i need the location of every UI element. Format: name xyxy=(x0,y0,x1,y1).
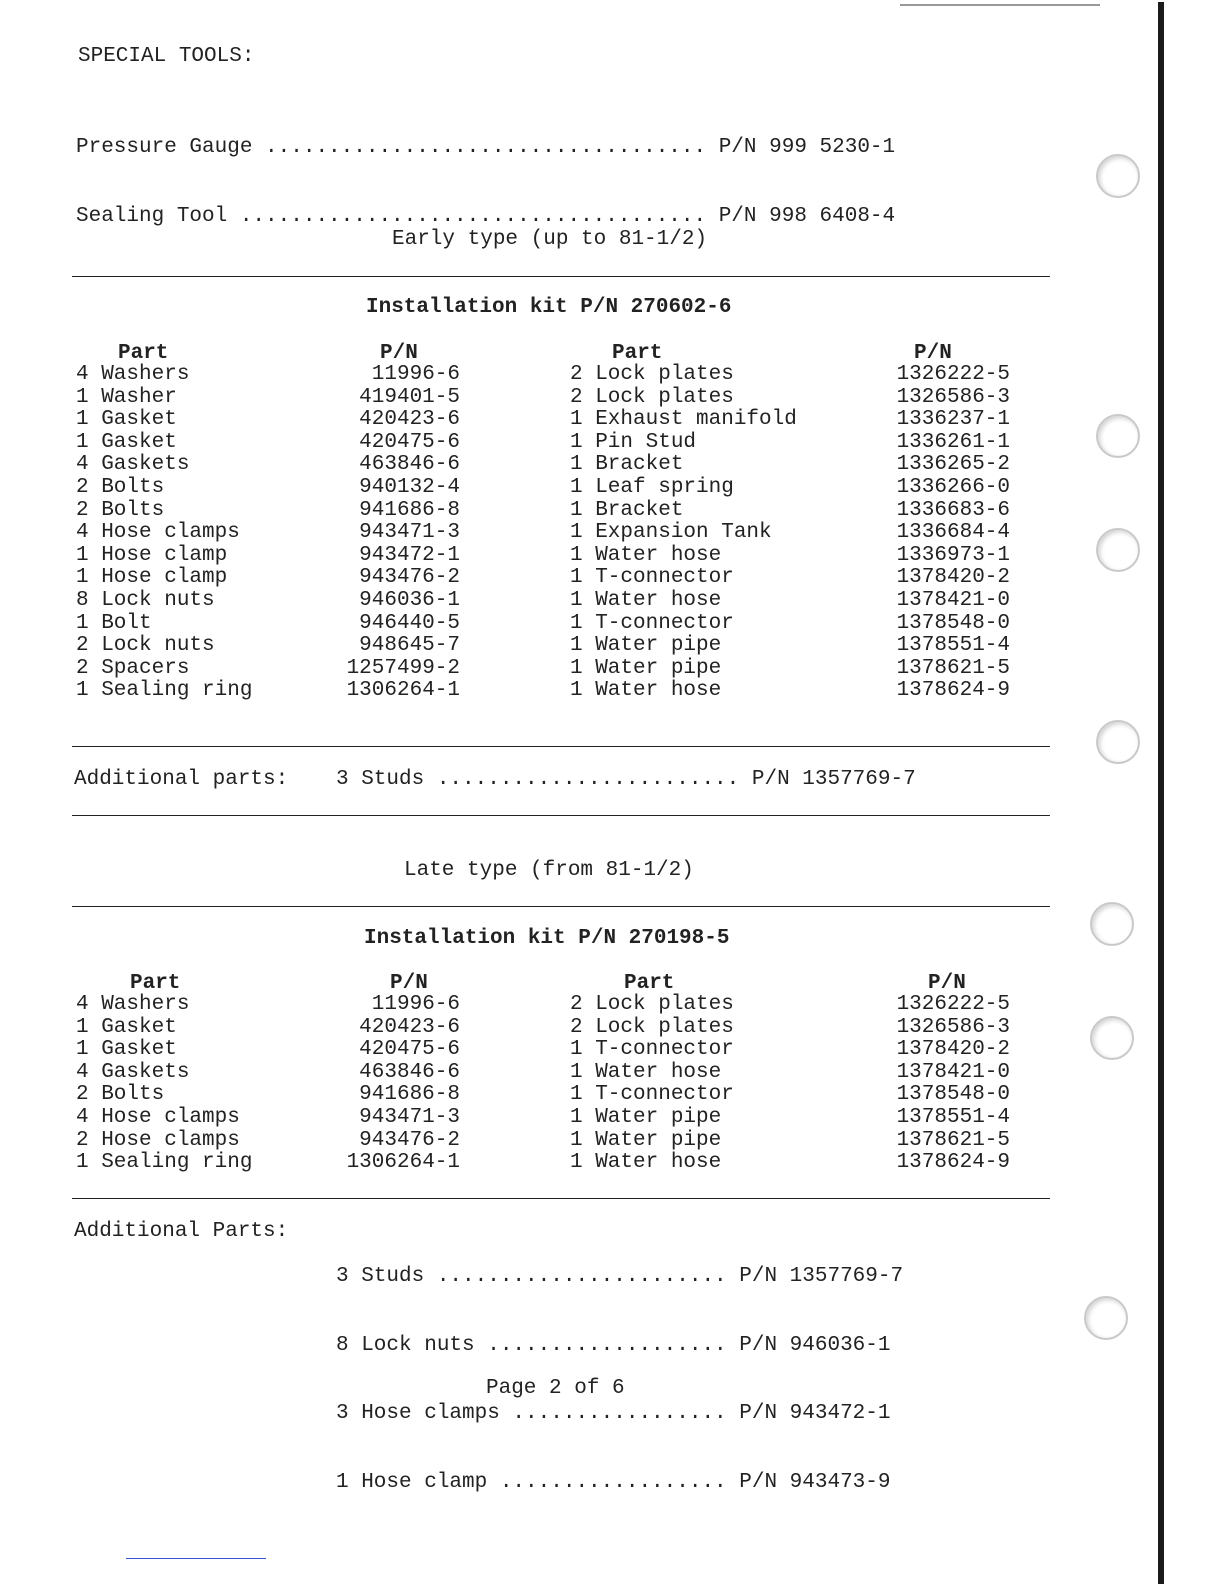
early-left-part-header: Part xyxy=(118,342,169,365)
pn-entry: 1378420-2 xyxy=(896,1038,1010,1062)
late-left-pns xyxy=(320,994,460,1175)
pn-entry: 1326222-5 xyxy=(896,993,1010,1016)
pn-entry: 941686-8 xyxy=(359,1083,460,1107)
part-entry: 1 Water hose xyxy=(570,588,722,612)
pn-entry: 1326586-3 xyxy=(896,385,1010,409)
pn-entry: 11996-6 xyxy=(371,993,460,1016)
pn-entry: 420475-6 xyxy=(359,1038,460,1062)
pn-entry: 1336261-1 xyxy=(896,430,1010,454)
divider xyxy=(72,815,1050,816)
pn-entry: 1336684-4 xyxy=(896,521,1010,545)
divider xyxy=(72,906,1050,907)
part-entry: 1 Sealing ring xyxy=(76,679,253,703)
pn-entry: 1336237-1 xyxy=(896,408,1010,432)
part-entry: 1 Bolt xyxy=(76,611,152,635)
part-entry: 1 Water hose xyxy=(570,1060,722,1084)
part-entry: 1 Exhaust manifold xyxy=(570,408,797,432)
part-entry: 4 Washers xyxy=(76,993,190,1016)
part-entry: 4 Washers xyxy=(76,363,190,386)
divider xyxy=(72,746,1050,747)
part-entry: 2 Hose clamps xyxy=(76,1128,240,1152)
early-right-pn-header: P/N xyxy=(914,342,952,365)
early-right-part-header: Part xyxy=(612,342,663,365)
pn-entry: 463846-6 xyxy=(359,453,460,477)
pn-entry: 943471-3 xyxy=(359,521,460,545)
pn-entry: 1306264-1 xyxy=(346,679,460,703)
pn-entry: 1336683-6 xyxy=(896,498,1010,522)
pn-entry: 946036-1 xyxy=(359,588,460,612)
early-right-pns xyxy=(860,364,1010,703)
part-entry: 1 Gasket xyxy=(76,430,177,454)
part-entry: 2 Bolts xyxy=(76,475,165,499)
part-entry: 1 Bracket xyxy=(570,453,684,477)
pn-entry: 1378624-9 xyxy=(896,1151,1010,1175)
late-right-pn-header: P/N xyxy=(928,972,966,995)
part-entry: 1 Gasket xyxy=(76,1038,177,1062)
part-entry: 2 Lock plates xyxy=(570,385,734,409)
late-left-part-header: Part xyxy=(130,972,181,995)
additional-part-line: 8 Lock nuts ................... P/N 946036-1 xyxy=(336,1333,891,1357)
early-left-pns xyxy=(320,364,460,703)
part-entry: 1 T-connector xyxy=(570,1083,734,1107)
binder-hole xyxy=(1096,720,1140,764)
pn-entry: 1336973-1 xyxy=(896,543,1010,567)
part-entry: 1 Water pipe xyxy=(570,1105,722,1129)
pn-entry: 940132-4 xyxy=(359,475,460,499)
part-entry: 1 Sealing ring xyxy=(76,1151,253,1175)
late-additional-label: Additional Parts: xyxy=(74,1220,289,1243)
pn-entry: 463846-6 xyxy=(359,1060,460,1084)
pn-entry: 420423-6 xyxy=(359,408,460,432)
early-additional-line: 3 Studs ........................ P/N 1357769-7 xyxy=(336,768,916,791)
divider xyxy=(72,276,1050,277)
part-entry: 2 Bolts xyxy=(76,1083,165,1107)
part-entry: 1 Gasket xyxy=(76,1015,177,1039)
pn-entry: 943476-2 xyxy=(359,1128,460,1152)
part-entry: 2 Lock plates xyxy=(570,363,734,386)
binder-hole xyxy=(1090,902,1134,946)
part-entry: 1 Water hose xyxy=(570,679,722,703)
part-entry: 2 Lock plates xyxy=(570,993,734,1016)
part-entry: 1 T-connector xyxy=(570,611,734,635)
part-entry: 2 Lock plates xyxy=(570,1015,734,1039)
part-entry: 1 Leaf spring xyxy=(570,475,734,499)
pn-entry: 1326222-5 xyxy=(896,363,1010,386)
part-entry: 1 Hose clamp xyxy=(76,543,228,567)
pn-entry: 946440-5 xyxy=(359,611,460,635)
binder-hole xyxy=(1096,154,1140,198)
additional-part-line: 3 Studs ....................... P/N 1357769-7 xyxy=(336,1265,904,1288)
pn-entry: 1378421-0 xyxy=(896,588,1010,612)
part-entry: 1 Washer xyxy=(76,385,177,409)
blue-underline-mark xyxy=(126,1558,266,1559)
binder-hole xyxy=(1096,414,1140,458)
part-entry: 8 Lock nuts xyxy=(76,588,215,612)
part-entry: 2 Spacers xyxy=(76,656,190,680)
pn-entry: 11996-6 xyxy=(371,363,460,386)
part-entry: 1 Water pipe xyxy=(570,656,722,680)
part-entry: 1 Water hose xyxy=(570,543,722,567)
pn-entry: 943476-2 xyxy=(359,566,460,590)
pn-entry: 1378420-2 xyxy=(896,566,1010,590)
page-number: Page 2 of 6 xyxy=(486,1377,625,1400)
special-tool-line: Pressure Gauge ................................... P/N 999 5230-1 xyxy=(76,136,896,159)
late-additional-list xyxy=(336,1220,903,1517)
pn-entry: 943472-1 xyxy=(359,543,460,567)
part-entry: 1 Water pipe xyxy=(570,1128,722,1152)
early-right-parts xyxy=(570,364,797,703)
pn-entry: 1378548-0 xyxy=(896,1083,1010,1107)
late-right-pns xyxy=(860,994,1010,1175)
part-entry: 4 Hose clamps xyxy=(76,521,240,545)
pn-entry: 1378621-5 xyxy=(896,656,1010,680)
pn-entry: 943471-3 xyxy=(359,1105,460,1129)
part-entry: 1 Bracket xyxy=(570,498,684,522)
binder-hole xyxy=(1096,528,1140,572)
pn-entry: 1378621-5 xyxy=(896,1128,1010,1152)
pn-entry: 1378421-0 xyxy=(896,1060,1010,1084)
binder-hole xyxy=(1084,1296,1128,1340)
part-entry: 2 Lock nuts xyxy=(76,634,215,658)
part-entry: 2 Bolts xyxy=(76,498,165,522)
pn-entry: 420475-6 xyxy=(359,430,460,454)
pn-entry: 1257499-2 xyxy=(346,656,460,680)
pn-entry: 1378551-4 xyxy=(896,1105,1010,1129)
late-right-parts xyxy=(570,994,734,1175)
pn-entry: 420423-6 xyxy=(359,1015,460,1039)
pn-entry: 419401-5 xyxy=(359,385,460,409)
pn-entry: 941686-8 xyxy=(359,498,460,522)
pn-entry: 1378548-0 xyxy=(896,611,1010,635)
top-edge-line xyxy=(900,4,1100,6)
pn-entry: 1378551-4 xyxy=(896,634,1010,658)
part-entry: 1 T-connector xyxy=(570,1038,734,1062)
part-entry: 1 Water hose xyxy=(570,1151,722,1175)
late-kit-title: Installation kit P/N 270198-5 xyxy=(364,927,730,950)
special-tools-heading: SPECIAL TOOLS: xyxy=(78,45,255,68)
special-tool-line: Sealing Tool ..................................... P/N 998 6408-4 xyxy=(76,204,896,228)
part-entry: 1 Gasket xyxy=(76,408,177,432)
binder-spine xyxy=(1158,2,1164,1584)
pn-entry: 1378624-9 xyxy=(896,679,1010,703)
part-entry: 1 Expansion Tank xyxy=(570,521,772,545)
early-kit-title: Installation kit P/N 270602-6 xyxy=(366,296,732,319)
early-additional-label: Additional parts: xyxy=(74,768,289,791)
divider xyxy=(72,1198,1050,1199)
part-entry: 4 Hose clamps xyxy=(76,1105,240,1129)
part-entry: 1 Water pipe xyxy=(570,634,722,658)
late-type-heading: Late type (from 81-1/2) xyxy=(404,859,694,882)
late-left-pn-header: P/N xyxy=(390,972,428,995)
part-entry: 4 Gaskets xyxy=(76,453,190,477)
pn-entry: 948645-7 xyxy=(359,634,460,658)
part-entry: 1 T-connector xyxy=(570,566,734,590)
pn-entry: 1336265-2 xyxy=(896,453,1010,477)
part-entry: 1 Hose clamp xyxy=(76,566,228,590)
late-right-part-header: Part xyxy=(624,972,675,995)
early-left-parts xyxy=(76,364,252,703)
late-left-parts xyxy=(76,994,252,1175)
early-left-pn-header: P/N xyxy=(380,342,418,365)
early-type-heading: Early type (up to 81-1/2) xyxy=(392,228,708,251)
binder-hole xyxy=(1090,1016,1134,1060)
pn-entry: 1306264-1 xyxy=(346,1151,460,1175)
additional-part-line: 3 Hose clamps ................. P/N 943472-1 xyxy=(336,1402,891,1426)
additional-part-line: 1 Hose clamp .................. P/N 943473-9 xyxy=(336,1470,891,1494)
part-entry: 1 Pin Stud xyxy=(570,430,697,454)
pn-entry: 1336266-0 xyxy=(896,475,1010,499)
part-entry: 4 Gaskets xyxy=(76,1060,190,1084)
pn-entry: 1326586-3 xyxy=(896,1015,1010,1039)
